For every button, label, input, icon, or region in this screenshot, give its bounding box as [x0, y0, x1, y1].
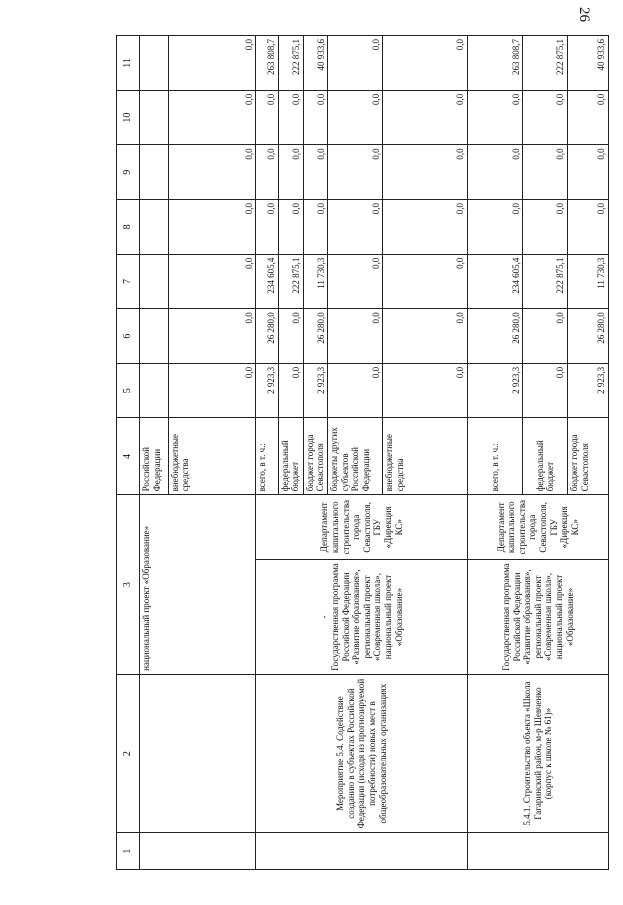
- cell-value: 40 933,6: [568, 36, 609, 91]
- cell-value: 0,0: [303, 200, 328, 255]
- header-cell: 8: [117, 200, 140, 255]
- cell-value: 0,0: [523, 363, 568, 418]
- cell-value: 0,0: [168, 254, 256, 309]
- cell-value: 40 933,6: [303, 36, 328, 91]
- cell-source: бюджет города Севастополя: [568, 418, 609, 495]
- cell-value: 0,0: [523, 90, 568, 145]
- cell-value: 222 875,1: [278, 254, 303, 309]
- cell-value: 263 808,7: [468, 36, 523, 91]
- cell-value: 0,0: [256, 90, 278, 145]
- cell-value: 0,0: [256, 145, 278, 200]
- cell-num: [256, 833, 468, 870]
- cell-value: 11 730,3: [568, 254, 609, 309]
- cell-value: 0,0: [328, 36, 383, 91]
- header-cell: 9: [117, 145, 140, 200]
- cell-source: внебюджетные средства: [168, 418, 256, 495]
- cell-value: 0,0: [523, 200, 568, 255]
- cell-value: 26 280,0: [256, 309, 278, 364]
- cell-source: внебюджетные средства: [383, 418, 468, 495]
- cell-value: 0,0: [523, 145, 568, 200]
- cell-value: 0,0: [328, 90, 383, 145]
- cell-executor: Департамент капитального строительства города Севастополя, ГБУ «Дирекция КС»: [256, 495, 468, 560]
- cell-value: 0,0: [383, 36, 468, 91]
- header-cell: 4: [117, 418, 140, 495]
- header-cell: 1: [117, 833, 140, 870]
- cell-value: [140, 36, 169, 91]
- cell-value: 26 280,0: [303, 309, 328, 364]
- cell-value: 0,0: [168, 145, 256, 200]
- cell-num: [468, 833, 609, 870]
- cell-program: Государственная программа Российской Федерации «Развитие образования», региональный проект «Современная школа», национальный проект «Образование»: [468, 560, 609, 675]
- header-cell: 2: [117, 674, 140, 832]
- header-cell: 3: [117, 495, 140, 674]
- cell-value: 2 923,3: [256, 363, 278, 418]
- cell-value: 0,0: [168, 363, 256, 418]
- cell-value: 0,0: [328, 145, 383, 200]
- cell-executor: Департамент капитального строительства города Севастополя, ГБУ «Дирекция КС»: [468, 495, 609, 560]
- cell-value: 0,0: [168, 309, 256, 364]
- cell-value: 2 923,3: [468, 363, 523, 418]
- cell-value: 0,0: [328, 363, 383, 418]
- cell-value: 0,0: [278, 363, 303, 418]
- cell-source: всего, в т. ч.:: [256, 418, 278, 495]
- cell-value: [140, 254, 169, 309]
- cell-value: 0,0: [383, 145, 468, 200]
- cell-name: [140, 674, 256, 832]
- cell-value: 0,0: [383, 254, 468, 309]
- cell-source: федеральный бюджет: [278, 418, 303, 495]
- cell-value: 26 280,0: [568, 309, 609, 364]
- dash-mark: -: [319, 615, 330, 619]
- cell-value: 0,0: [168, 200, 256, 255]
- cell-value: 0,0: [303, 90, 328, 145]
- cell-value: 0,0: [468, 200, 523, 255]
- cell-value: 0,0: [256, 200, 278, 255]
- cell-value: [140, 309, 169, 364]
- cell-value: 0,0: [468, 145, 523, 200]
- cell-value: [140, 90, 169, 145]
- cell-value: 0,0: [383, 309, 468, 364]
- cell-value: 0,0: [278, 90, 303, 145]
- cell-value: 26 280,0: [468, 309, 523, 364]
- table-row: [468, 36, 523, 870]
- cell-value: 222 875,1: [523, 254, 568, 309]
- cell-value: 11 730,3: [303, 254, 328, 309]
- header-cell: 10: [117, 90, 140, 145]
- cell-value: 0,0: [568, 145, 609, 200]
- cell-value: 222 875,1: [523, 36, 568, 91]
- cell-value: 0,0: [568, 200, 609, 255]
- cell-value: 263 808,7: [256, 36, 278, 91]
- cell-value: 0,0: [468, 90, 523, 145]
- cell-source: бюджет города Севастополя: [303, 418, 328, 495]
- cell-value: [140, 200, 169, 255]
- cell-value: 0,0: [383, 200, 468, 255]
- cell-value: 0,0: [328, 254, 383, 309]
- cell-value: 0,0: [278, 200, 303, 255]
- page-number: 26: [576, 7, 592, 22]
- cell-program: [256, 560, 468, 675]
- table-row: [140, 36, 169, 870]
- cell-value: 0,0: [523, 309, 568, 364]
- cell-source: Российской Федерации: [140, 418, 169, 495]
- program-table: [116, 35, 609, 870]
- header-cell: 7: [117, 254, 140, 309]
- cell-num: [140, 833, 256, 870]
- cell-value: [140, 145, 169, 200]
- cell-source: всего, в т. ч.:: [468, 418, 523, 495]
- cell-value: 2 923,3: [568, 363, 609, 418]
- cell-value: 0,0: [168, 90, 256, 145]
- cell-name: 5.4.1. Строительство объекта «Школа Гагаринский район, м-р Шевченко (корпус к школе № 61)»: [468, 674, 609, 832]
- rotated-page: [116, 35, 609, 870]
- cell-value: 234 605,4: [468, 254, 523, 309]
- cell-value: 0,0: [278, 145, 303, 200]
- cell-value: 222 875,1: [278, 36, 303, 91]
- cell-value: 0,0: [278, 309, 303, 364]
- program-text: Государственная программа Российской Федерации «Развитие образования», региональный проект «Современная школа», национальный проект «Образование»: [329, 563, 404, 671]
- cell-value: 0,0: [303, 145, 328, 200]
- cell-name: Мероприятие 5.4. Содействие созданию в субъектах Российской Федерации (исходя из прогнозируемой потребности) новых мест в общеобразовательных организациях: [256, 674, 468, 832]
- table-row: [256, 36, 278, 870]
- cell-source: федеральный бюджет: [523, 418, 568, 495]
- cell-value: 234 605,4: [256, 254, 278, 309]
- cell-value: 2 923,3: [303, 363, 328, 418]
- cell-value: 0,0: [328, 309, 383, 364]
- header-cell: 11: [117, 36, 140, 91]
- cell-value: [140, 363, 169, 418]
- cell-value: 0,0: [383, 90, 468, 145]
- cell-value: 0,0: [328, 200, 383, 255]
- cell-program: национальный проект «Образование»: [140, 495, 256, 674]
- header-row: [117, 36, 140, 870]
- cell-value: 0,0: [568, 90, 609, 145]
- header-cell: 5: [117, 363, 140, 418]
- cell-value: 0,0: [168, 36, 256, 91]
- cell-value: 0,0: [383, 363, 468, 418]
- header-cell: 6: [117, 309, 140, 364]
- cell-source: бюджеты других субъектов Российской Федерации: [328, 418, 383, 495]
